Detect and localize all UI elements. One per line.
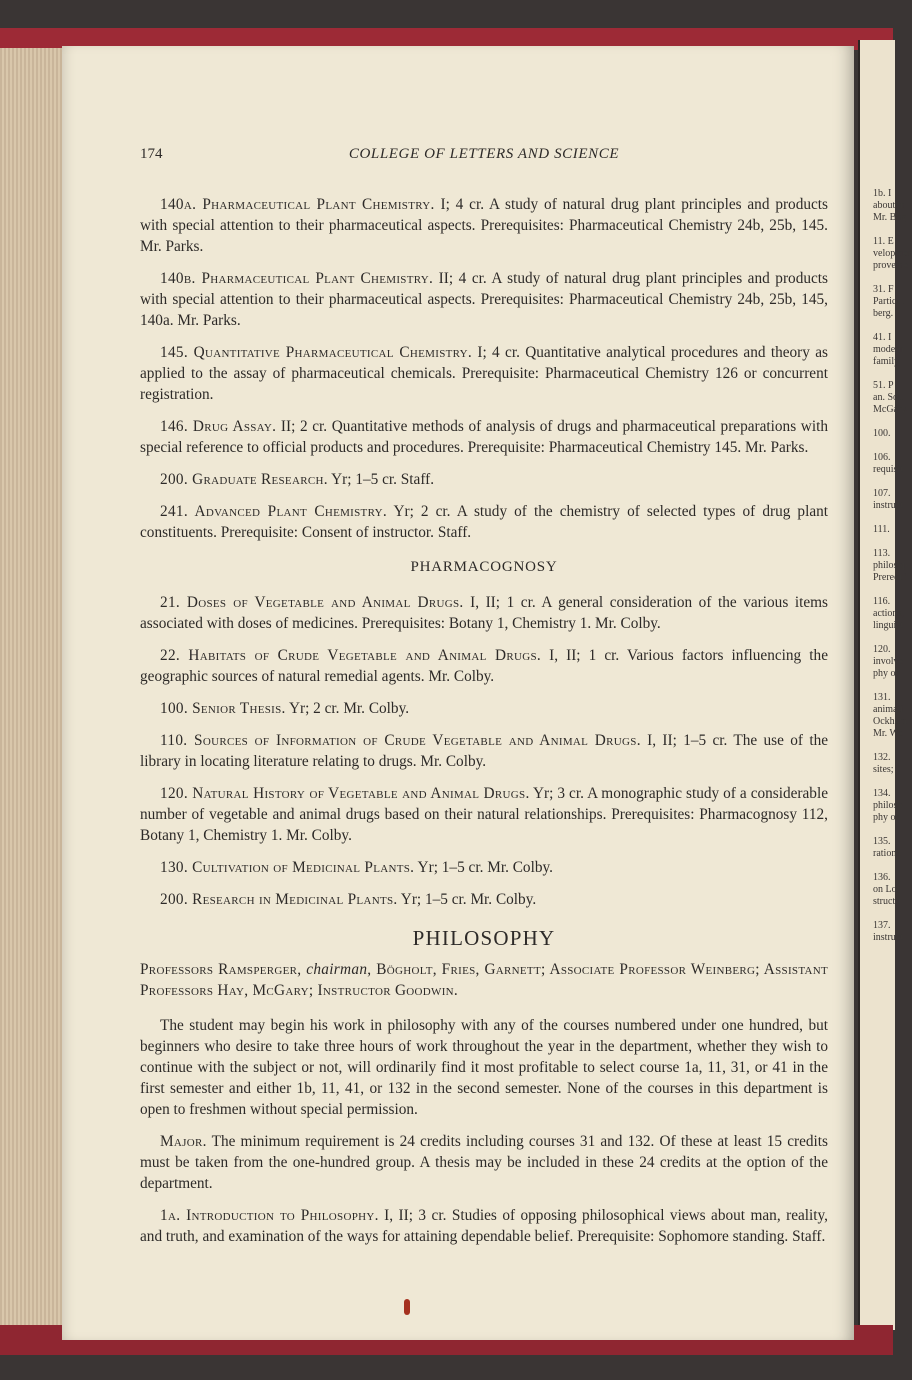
course-entry [140,416,828,458]
course-title: 145. Quantitative Pharmaceutical Chemistry. [160,344,473,361]
next-page-fragment: sites; 1 [873,764,902,775]
course-description: Yr; 2 cr. A study of the chemistry of selected types of drug plant constituents. Prerequisite: Consent of instructor. Staff. [140,503,829,541]
next-page-fragment: 135. [873,836,891,847]
course-title: 146. Drug Assay. [160,418,277,435]
book-page [62,46,854,1340]
next-page-fragment [860,536,895,548]
next-page-fragment: structu [873,896,901,907]
course-description: I; 4 cr. A study of natural drug plant principles and products with special attention to their pharmaceutical aspects. Prerequisites: Pharmaceutical Chemistry 24b, 25b, 145. Mr. Parks. [140,196,828,255]
next-page-fragment: McGary. [873,404,909,415]
next-page-fragment [860,632,895,644]
next-page-fragment: 120. [873,644,891,655]
next-page-fragment [860,680,895,692]
next-page-fragment [860,908,895,920]
next-page-fragment: instruct [873,932,903,943]
next-page-fragment: philoso [873,800,903,811]
next-page-fragment: Ockham [873,716,907,727]
next-page-fragment: phy or [873,812,899,823]
course-entry [140,592,828,634]
next-page-fragment: 132. [873,752,891,763]
course-title: 110. Sources of Information of Crude Vegetable and Animal Drugs. [160,732,641,749]
next-page-fragment: 136. [873,872,891,883]
next-page-fragment: philosop [873,560,908,571]
course-title: 130. Cultivation of Medicinal Plants. [160,859,415,876]
course-entry [140,730,828,772]
section-heading-pharmacognosy: PHARMACOGNOSY [410,559,558,575]
course-title: 21. Doses of Vegetable and Animal Drugs. [160,594,464,611]
course-description: Yr; 1–5 cr. Mr. Colby. [397,891,537,908]
next-page-fragment: instruct [873,500,903,511]
course-entry: 1a. Introduction to Philosophy. I, II; 3 cr. Studies of opposing philosophical views about man, reality, and truth, and examination of the ways for attaining dependable belief. Prerequisite: Sophomore standing. Staff. [140,1207,828,1245]
next-page-fragment: 106. [873,452,891,463]
next-page-fragment: 111. [873,524,890,535]
major-requirement: Major. The minimum requirement is 24 credits including courses 31 and 132. Of these at least 15 credits must be taken from the one-hundred group. A thesis may be included in these 24 credits at the option of the department. [140,1133,828,1192]
course-entry [140,645,828,687]
next-page-fragment: 100. [873,428,891,439]
next-page-fragment: requisit [873,464,903,475]
next-page-fragment: 113. [873,548,891,559]
next-page-fragment: 116. [873,596,891,607]
next-page-edge [858,40,912,1330]
page-content [140,144,828,1258]
course-description: Yr; 1–5 cr. Staff. [327,471,435,488]
course-entry [140,268,828,331]
pharmacognosy-courses [140,592,828,910]
course-entry [140,469,828,490]
next-page-fragment [860,416,895,428]
next-page-fragment: actions, [873,608,904,619]
page-edges [0,48,62,1330]
next-page-fragment: Prerequi [873,572,907,583]
pharmaceutical-chemistry-courses [140,194,828,543]
next-page-fragment: about m [873,200,906,211]
ink-mark [404,1299,410,1315]
running-head [140,144,828,168]
course-title: 200. Graduate Research. [160,471,328,488]
next-page-fragment: 51. P [873,380,894,391]
course-entry [140,342,828,405]
course-entry [140,889,828,910]
next-page-fragment: family. [873,356,901,367]
next-page-fragment: animati [873,704,903,715]
next-page-fragment: berg. [873,308,894,319]
next-page-fragment [860,320,895,332]
course-title: 200. Research in Medicinal Plants. [160,891,398,908]
course-description: Yr; 2 cr. Mr. Colby. [285,700,410,717]
next-page-fragment: 131. [873,692,891,703]
course-entry [140,698,828,719]
next-page-fragment [860,368,895,380]
course-entry [140,194,828,257]
next-page-fragment: modern [873,344,904,355]
next-page-fragment: 11. E [873,236,894,247]
faculty-list: Professors Ramsperger, chairman, Bögholt, Fries, Garnett; Associate Professor Weinberg; Assistant Professors Hay, McGary; Instructor Goodwin. [140,961,828,999]
next-page-fragment [860,860,895,872]
course-title: 241. Advanced Plant Chemistry. [160,503,387,520]
course-title: 120. Natural History of Vegetable and Animal Drugs. [160,785,530,802]
next-page-fragment: proveme [873,260,908,271]
next-page-fragment: an. Sou [873,392,903,403]
next-page-fragment [860,512,895,524]
course-description: I, II; 1 cr. A general consideration of the various items associated with doses of medicines. Prerequisites: Botany 1, Chemistry 1. Mr. Colby. [140,594,828,632]
next-page-fragment: phy or [873,668,899,679]
course-entry [140,783,828,846]
course-description: I; 4 cr. Quantitative analytical procedures and theory as applied to the assay of pharmaceutical chemicals. Prerequisite: Pharmaceutical Chemistry 126 or concurrent registration. [140,344,828,403]
next-page-fragment [860,584,895,596]
next-page-fragment: 1b. I [873,188,892,199]
course-description: II; 2 cr. Quantitative methods of analysis of drugs and pharmaceutical preparations with special reference to official products and procedures. Prerequisite: Pharmaceutical Chemistry 145. Mr. Parks. [140,418,828,456]
course-title: 100. Senior Thesis. [160,700,286,717]
philosophy-intro: The student may begin his work in philosophy with any of the courses numbered under one hundred, but beginners who desire to take three hours of work throughout the year in the department, whether they wish to continue with the subject or not, will ordinarily find it most profitable to select course 1a, 11, 31, or 41 in the first semester and either 1b, 11, 41, or 132 in the second semester. None of the courses in this department is open to freshmen without special permission. [140,1017,828,1118]
department-heading-philosophy: PHILOSOPHY [412,926,556,950]
next-page-fragment: 134. [873,788,891,799]
next-page-fragment: velopmen [873,248,912,259]
next-page-fragment: on Lo [873,884,897,895]
course-description: Yr; 3 cr. A monographic study of a considerable number of vegetable and animal drugs based on their natural relationships. Prerequisites: Pharmacognosy 112, Botany 1, Chemistry 1. Mr. Colby. [140,785,828,844]
next-page-fragment: Mr. Bög [873,212,907,223]
course-title: 140b. Pharmaceutical Plant Chemistry. [160,270,434,287]
next-page-fragment: 107. [873,488,891,499]
course-description: I, II; 1 cr. Various factors influencing the geographic sources of natural remedial agents. Mr. Colby. [140,647,828,685]
next-page-fragment: Particul [873,296,905,307]
course-title: 22. Habitats of Crude Vegetable and Animal Drugs. [160,647,542,664]
next-page-fragment: 31. F [873,284,894,295]
next-page-fragment: linguist [873,620,904,631]
next-page-fragment [860,740,895,752]
next-page-fragment [860,824,895,836]
next-page-fragment [860,440,895,452]
next-page-fragment [860,224,895,236]
next-page-fragment [860,476,895,488]
course-entry [140,857,828,878]
course-entry [140,501,828,543]
next-page-fragment: Mr. We [873,728,903,739]
next-page-fragment: 41. I [873,332,892,343]
next-page-fragment [860,272,895,284]
page-number: 174 [140,146,163,162]
running-title: COLLEGE OF LETTERS AND SCIENCE [348,146,620,162]
course-description: II; 4 cr. A study of natural drug plant principles and products with special attention to their pharmaceutical aspects. Prerequisites: Pharmaceutical Chemistry 24b, 25b, 145, 140a. Mr. Parks. [140,270,828,329]
next-page-fragment: 137. [873,920,891,931]
next-page-fragment [860,776,895,788]
course-title: 140a. Pharmaceutical Plant Chemistry. [160,196,435,213]
course-description: I, II; 1–5 cr. The use of the library in locating literature relating to drugs. Mr. Colby. [140,732,829,770]
next-page-fragment: rationa [873,848,901,859]
course-description: Yr; 1–5 cr. Mr. Colby. [414,859,553,876]
next-page-fragment: involve [873,656,903,667]
